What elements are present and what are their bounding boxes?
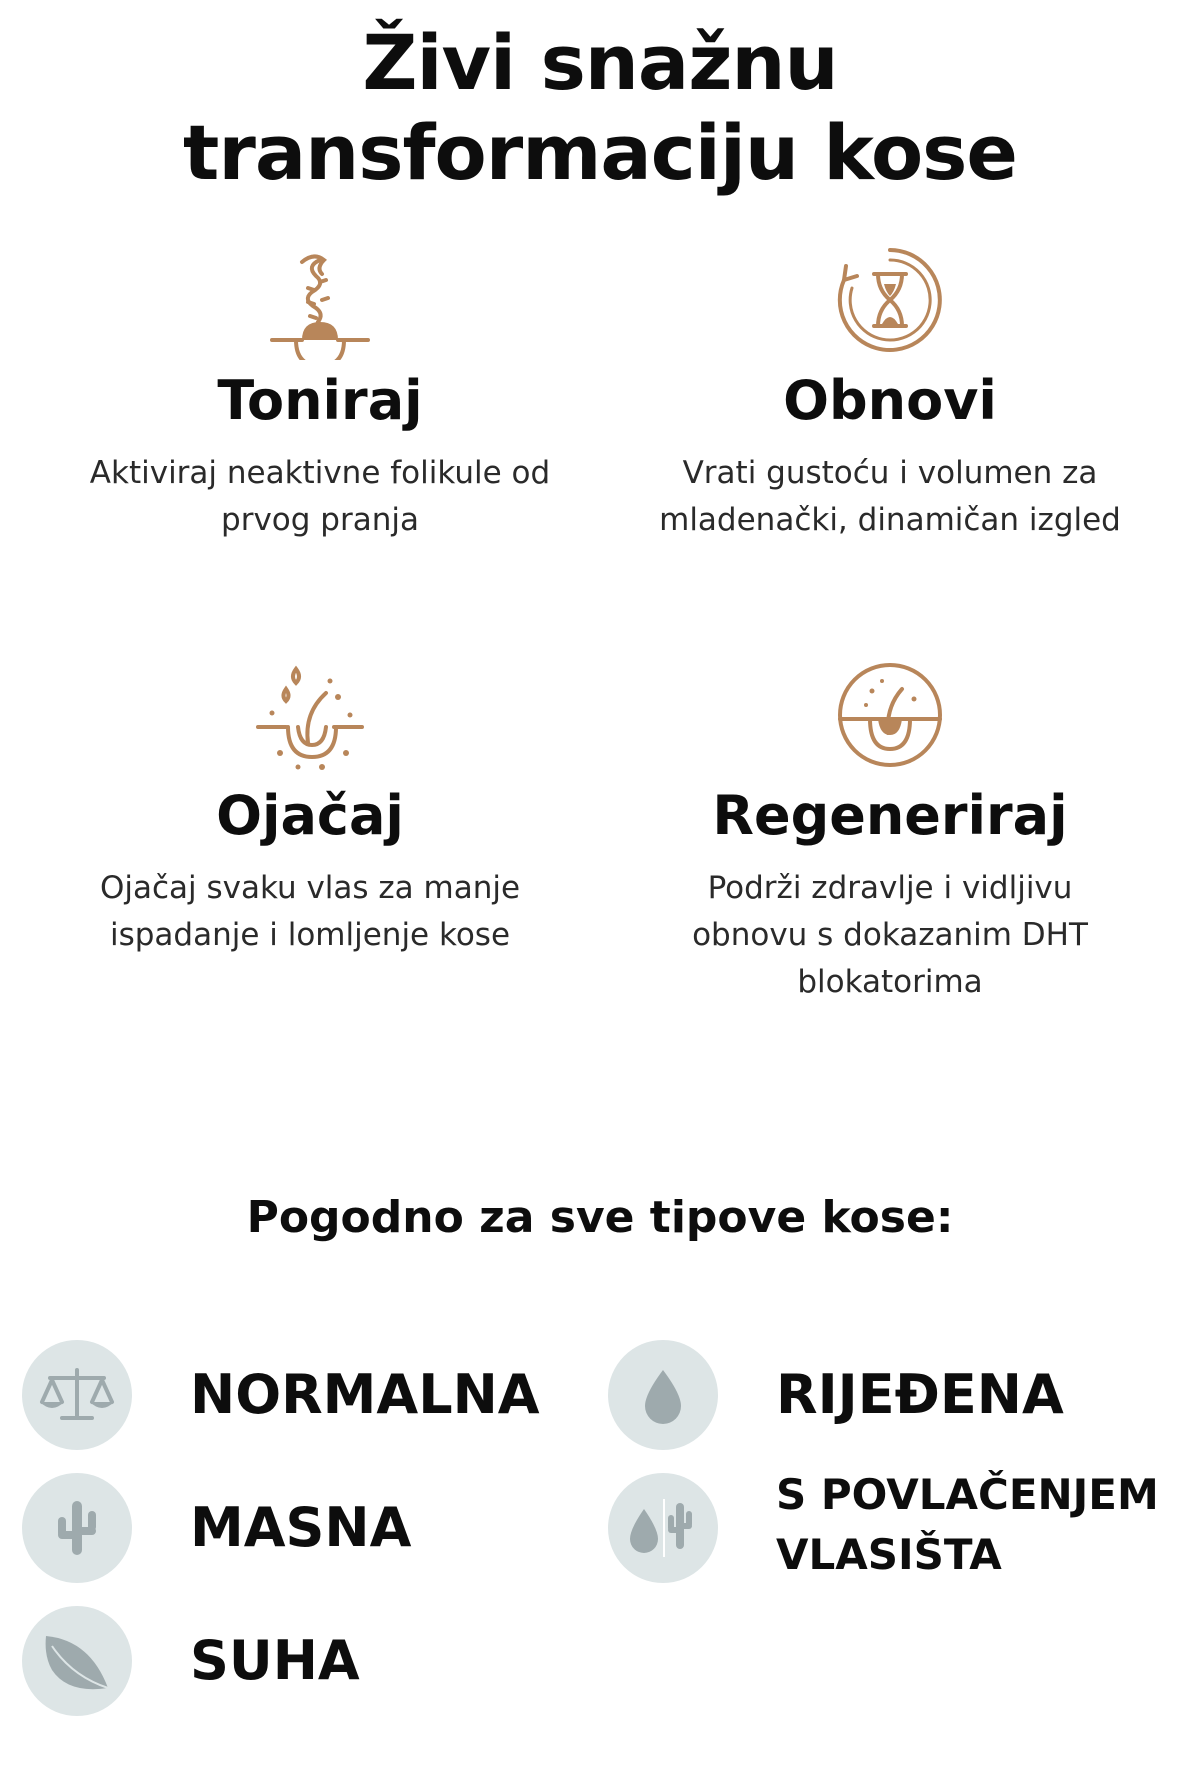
title-line-2: transformaciju kose (183, 108, 1017, 197)
feature-description: Ojačaj svaku vlas za manje ispadanje i lomljenje kose (99, 870, 521, 953)
feature-title: Toniraj (217, 369, 423, 432)
feature-toniraj (60, 240, 580, 544)
hair-type-suha (22, 1606, 542, 1716)
follicle-circle-icon (830, 655, 950, 775)
feature-ojacaj (50, 655, 570, 959)
hair-type-label: NORMALNA (190, 1363, 540, 1426)
cactus-icon (22, 1473, 132, 1583)
page-title (0, 18, 1200, 198)
feature-title: Obnovi (783, 369, 997, 432)
hair-type-s-povlacenjem (608, 1470, 1168, 1583)
feather-icon (22, 1606, 132, 1716)
title-line-1: Živi snažnu (362, 18, 838, 107)
drop-cactus-icon (608, 1473, 718, 1583)
hourglass-cycle-icon (830, 240, 950, 360)
hair-type-normalna (22, 1340, 542, 1450)
feature-regeneriraj (630, 655, 1150, 1006)
follicle-drops-icon (250, 655, 370, 775)
hair-type-label: RIJEĐENA (776, 1363, 1064, 1426)
feature-title: Ojačaj (216, 784, 404, 847)
balance-scale-icon (22, 1340, 132, 1450)
feature-description: Aktiviraj neaktivne folikule od prvog pranja (89, 455, 551, 538)
hair-type-masna (22, 1473, 542, 1583)
hair-type-label: S POVLAČENJEM VLASIŠTA (776, 1470, 1159, 1579)
hair-type-rijedena (608, 1340, 1168, 1450)
feature-description: Vrati gustoću i volumen za mladenački, dinamičan izgled (659, 455, 1121, 538)
hair-follicle-sprout-icon (260, 240, 380, 360)
hair-types-heading: Pogodno za sve tipove kose: (246, 1192, 954, 1243)
water-drop-icon (608, 1340, 718, 1450)
feature-description: Podrži zdravlje i vidljivu obnovu s dokazanim DHT blokatorima (692, 870, 1088, 1000)
hair-type-label: SUHA (190, 1629, 360, 1692)
feature-obnovi (630, 240, 1150, 544)
feature-title: Regeneriraj (712, 784, 1068, 847)
hair-type-label: MASNA (190, 1496, 412, 1559)
